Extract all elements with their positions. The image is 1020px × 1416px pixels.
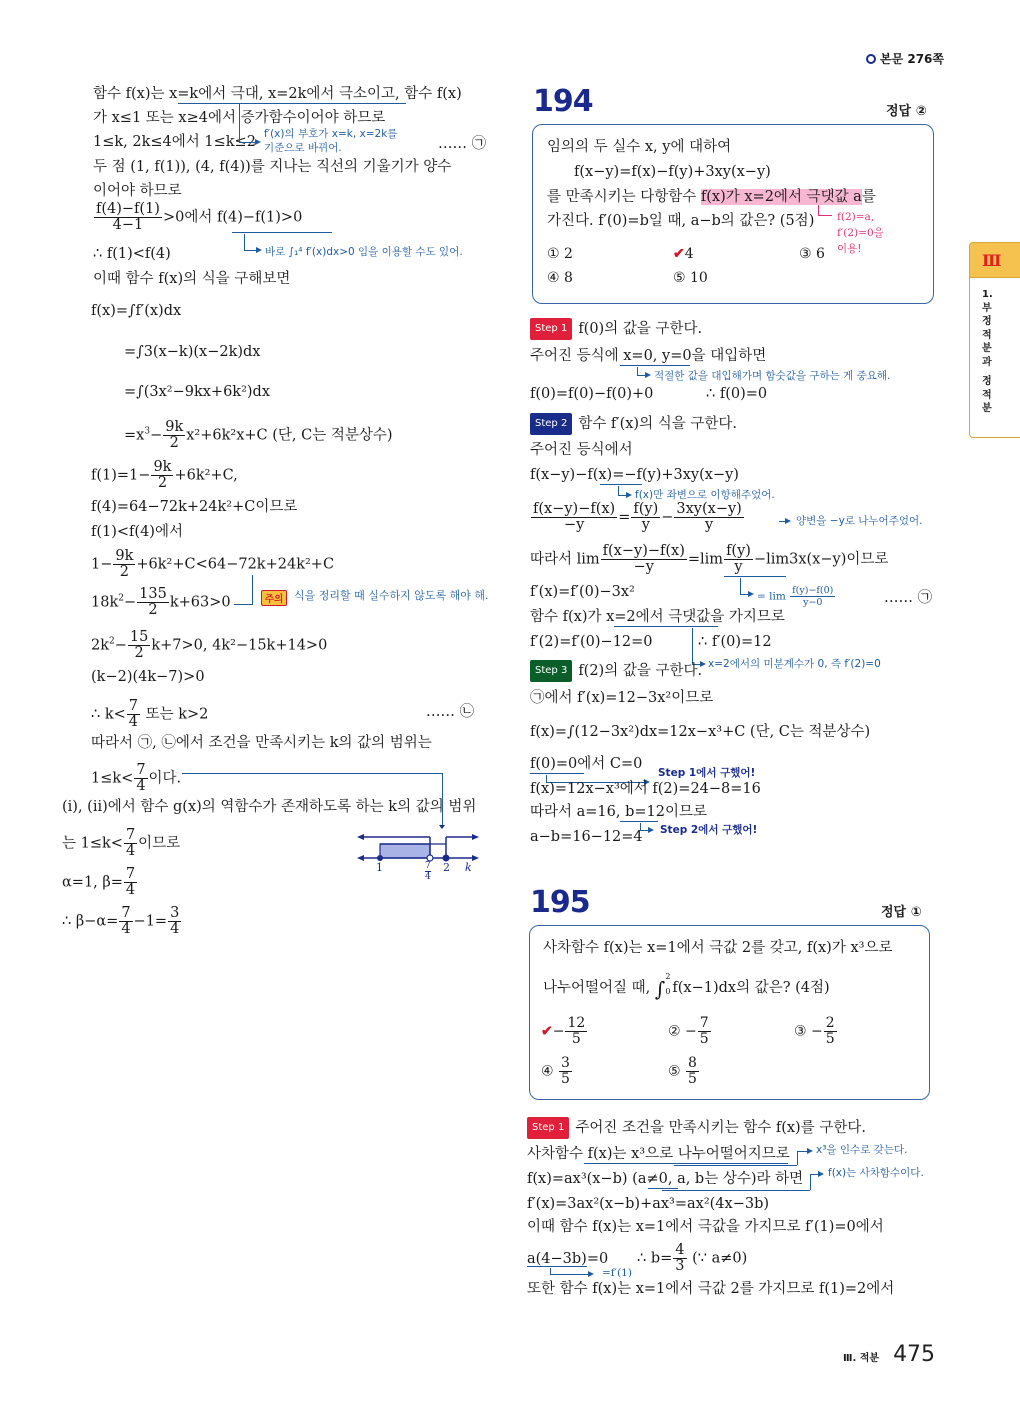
- axis-label: k: [465, 861, 472, 874]
- math-line: a(4−3b)=0: [527, 1251, 609, 1267]
- warning-badge: 주의: [261, 587, 287, 606]
- answer-label: 정답 ①: [881, 905, 922, 920]
- text-line: 함수 f(x)는 x=k에서 극대, x=2k에서 극소이고, 함수 f(x): [93, 86, 462, 102]
- annotation-note: f(x)는 사차함수이다.: [828, 1167, 924, 1179]
- question-text: 가진다. f′(0)=b일 때, a−b의 값은? (5점): [547, 213, 815, 229]
- math-line: ∴ k< $\frac{7}{4}$ 또는 k>2: [91, 698, 209, 730]
- math-line: f(x)=∫f′(x)dx: [91, 303, 182, 319]
- connector-line: [740, 578, 741, 594]
- arrow-icon: [807, 1148, 813, 1154]
- solution-line: 사차함수 f(x)는 x³으로 나누어떨어지므로: [527, 1146, 790, 1162]
- annotation-note: 바로 ∫₁⁴ f′(x)dx>0 임을 이용할 수도 있어.: [265, 246, 463, 258]
- connector-line: [810, 1174, 811, 1190]
- math-line: f′(x)=3ax²(x−b)+ax³=ax²(4x−3b): [527, 1196, 770, 1212]
- annotation-note: x³을 인수로 갖는다.: [816, 1144, 908, 1156]
- solution-line: 함수 f(x)가 x=2에서 극댓값을 가지므로: [530, 609, 785, 625]
- text-line: 이어야 하므로: [93, 183, 182, 199]
- math-line: f(1)<f(4)에서: [91, 524, 183, 540]
- connector-line: [637, 367, 638, 375]
- annotation-note: 양변을 −y로 나누어주었어.: [796, 515, 923, 527]
- step-3-heading: Step 3 f(2)의 값을 구한다.: [530, 660, 702, 682]
- page-number: 475: [893, 1342, 936, 1367]
- choice-3[interactable]: ③ − $\frac{2}{5}$: [794, 1015, 835, 1047]
- connector-line: [234, 604, 252, 605]
- connector-line: [818, 215, 832, 216]
- connector-line: [244, 234, 245, 251]
- math-line: f(0)=0에서 C=0: [530, 756, 643, 772]
- section-label: 1. 부 정 적 분 과 정 적 분: [969, 278, 1020, 438]
- underline: [620, 821, 658, 822]
- arrow-icon: [645, 372, 651, 378]
- solution-line: 이때 함수 f(x)는 x=1에서 극값을 가지므로 f′(1)=0에서: [527, 1219, 884, 1235]
- problem-number: 194: [533, 84, 593, 119]
- text-line: $\frac{f(4)-f(1)}{4-1}$ >0에서 f(4)−f(1)>0: [96, 201, 303, 233]
- underline: [724, 576, 786, 577]
- math-line: 1≤k< $\frac{7}{4}$ 이다.: [91, 762, 182, 794]
- arrow-icon: [255, 139, 261, 145]
- equation-mark: …… ㉠: [438, 136, 487, 152]
- math-line: $2k^2-$ $\frac{15}{2}$ k+7>0, 4k²−15k+14>0: [91, 629, 328, 661]
- underline: [527, 1266, 587, 1267]
- solution-line: f(x−y)−f(x)=−f(y)+3xy(x−y): [530, 467, 739, 483]
- connector-line: [618, 486, 619, 495]
- number-line-diagram: [355, 825, 485, 890]
- math-line: ∴ b= $\frac{4}{3}$ (∵ a≠0): [637, 1242, 748, 1274]
- text-line: 가 x≤1 또는 x≥4에서 증가함수이어야 하므로: [93, 110, 386, 126]
- math-line: 는 1≤k< $\frac{7}{4}$ 이므로: [62, 827, 181, 859]
- arrow-icon: [626, 492, 632, 498]
- problem-number: 195: [530, 885, 590, 920]
- side-note: f(2)=a,: [837, 211, 875, 223]
- tick-label: 2: [443, 861, 450, 874]
- question-text: 를 만족시키는 다항함수 f(x)가 x=2에서 극댓값 a를: [547, 189, 876, 205]
- connector-line: [239, 103, 240, 143]
- math-line: 1− $\frac{9k}{2}$ +6k²+C<64−72k+24k²+C: [91, 548, 335, 580]
- step-badge: Step 1: [527, 1117, 569, 1139]
- arrow-icon: [748, 591, 754, 597]
- connector-line: [252, 575, 253, 605]
- choice-4[interactable]: ④ $\frac{3}{5}$: [541, 1055, 570, 1087]
- tick-label: 7 4: [425, 861, 431, 882]
- arrow-icon: [256, 247, 262, 253]
- connector-line: [674, 1165, 797, 1166]
- tick-label: 1: [376, 861, 383, 874]
- text-line: 두 점 (1, f(1)), (4, f(4))를 지나는 직선의 기울기가 양수: [93, 159, 452, 175]
- chapter-side-tab[interactable]: [969, 242, 1020, 438]
- page-footer: [843, 1342, 935, 1367]
- underline: [530, 773, 584, 774]
- annotation-note: Step 2에서 구했어!: [660, 824, 758, 836]
- step-2-heading: Step 2 함수 f′(x)의 식을 구한다.: [530, 413, 737, 435]
- arrow-icon: [648, 827, 654, 833]
- math-line: f(x)=ax³(x−b) (a≠0, a, b는 상수)라 하면: [527, 1171, 804, 1187]
- page-reference: 본문 276쪽: [866, 50, 944, 67]
- underline: [178, 103, 406, 104]
- highlighted-condition: f(x)가 x=2에서 극댓값 a: [700, 189, 862, 205]
- arrow-icon: [818, 1171, 824, 1177]
- math-line: $18k^2-$ $\frac{135}{2}$ k+63>0: [91, 586, 231, 618]
- math-line: 따라서 lim $\frac{f(x-y)-f(x)}{-y}$ =lim $\frac{f(y)}{y}$ −lim3x(x−y)이므로: [530, 543, 889, 575]
- text-line: ∴ f(1)<f(4): [93, 246, 171, 262]
- check-mark-icon: ✔: [673, 246, 685, 262]
- math-line: $=x^3-$ $\frac{9k}{2}$ x²+6k²x+C (단, C는 적분상수): [124, 419, 393, 451]
- math-line: =∫(3x²−9kx+6k²)dx: [124, 384, 271, 400]
- solution-line: 주어진 등식에서: [530, 442, 633, 458]
- solution-line: 따라서 a=16, b=12이므로: [530, 804, 707, 820]
- step-badge: Step 1: [530, 318, 572, 340]
- math-line: =∫3(x−k)(x−2k)dx: [124, 344, 261, 360]
- step-badge: Step 3: [530, 660, 572, 682]
- connector-line: [182, 773, 442, 774]
- choice-2-checked[interactable]: ✔4: [673, 246, 694, 262]
- question-text: f(x−y)=f(x)−f(y)+3xy(x−y): [574, 164, 771, 180]
- question-text: 임의의 두 실수 x, y에 대하여: [547, 139, 732, 155]
- connector-line: [662, 1190, 810, 1191]
- annotation-note: x=2에서의 미분계수가 0, 즉 f′(2)=0: [708, 658, 881, 670]
- math-line: f′(2)=f′(0)−12=0: [530, 634, 653, 650]
- math-line: f(1)=1− $\frac{9k}{2}$ +6k²+C,: [91, 459, 238, 491]
- side-note: f′(2)=0을: [837, 227, 884, 239]
- math-line: f′(x)=f′(0)−3x²: [530, 584, 635, 600]
- text-line: 이때 함수 f(x)의 식을 구해보면: [93, 271, 291, 287]
- solution-line: 주어진 등식에 x=0, y=0을 대입하면: [530, 348, 767, 364]
- connector-line: [692, 628, 693, 664]
- step-badge: Step 2: [530, 413, 572, 435]
- text-line: 따라서 ㉠, ㉡에서 조건을 만족시키는 k의 값의 범위는: [91, 735, 432, 751]
- math-line: a−b=16−12=4: [530, 829, 643, 845]
- annotation-note: Step 1에서 구했어!: [658, 767, 756, 779]
- step-1-heading: Step 1 f(0)의 값을 구한다.: [530, 318, 702, 340]
- equation-mark: …… ㉡: [426, 704, 475, 720]
- annotation-note: f′(x)의 부호가 x=k, x=2k를: [264, 128, 398, 140]
- text-line: (i), (ii)에서 함수 g(x)의 역함수가 존재하도록 하는 k의 값의 범위: [62, 799, 477, 815]
- annotation-note: f(x)만 좌변으로 이항해주었어.: [635, 489, 775, 501]
- math-line: (k−2)(4k−7)>0: [91, 669, 205, 685]
- math-line: ∴ β−α= $\frac{7}{4}$ −1= $\frac{3}{4}$: [62, 905, 180, 937]
- connector-line: [797, 1151, 798, 1165]
- side-note: 이용!: [837, 243, 862, 255]
- choice-5[interactable]: ⑤ $\frac{8}{5}$: [668, 1055, 697, 1087]
- connector-line: [779, 521, 787, 522]
- underline: [600, 484, 642, 485]
- question-text: 나누어떨어질 때, ∫ 2 0 f(x−1)dx의 값은? (4점): [543, 972, 830, 1001]
- annotation-note: =f′(1): [602, 1267, 632, 1279]
- step-1-heading: Step 1 주어진 조건을 만족시키는 함수 f(x)를 구한다.: [527, 1117, 866, 1139]
- underline: [584, 1163, 788, 1164]
- connector-line: [550, 1274, 590, 1275]
- circle-bullet-icon: [866, 54, 876, 64]
- equation-mark: …… ㉠: [884, 590, 933, 606]
- math-line: $\frac{f(x-y)-f(x)}{-y}$ = $\frac{f(y)}{y}$ − $\frac{3xy(x-y)}{y}$: [533, 501, 742, 533]
- solution-line: ∴ f(0)=0: [706, 386, 768, 402]
- math-line: f(x)=12x−x³에서 f(2)=24−8=16: [530, 781, 761, 797]
- warning-note: 식을 정리할 때 실수하지 않도록 해야 해.: [294, 589, 489, 602]
- connector-line: [818, 205, 819, 215]
- solution-line: ㉠에서 f′(x)=12−3x²이므로: [530, 690, 714, 706]
- check-mark-icon: ✔: [541, 1023, 553, 1040]
- math-line: f(x)=∫(12−3x²)dx=12x−x³+C (단, C는 적분상수): [530, 724, 871, 740]
- choice-3[interactable]: ③ 6: [799, 246, 825, 262]
- arrow-icon: [588, 1271, 594, 1277]
- choice-1-checked[interactable]: ✔− $\frac{12}{5}$: [541, 1015, 586, 1047]
- math-line: f(4)=64−72k+24k²+C이므로: [91, 499, 298, 515]
- solution-line: 또한 함수 f(x)는 x=1에서 극값 2를 가지므로 f(1)=2에서: [527, 1281, 895, 1297]
- text-line: 1≤k, 2k≤4에서 1≤k≤2: [93, 134, 256, 150]
- choice-4[interactable]: ④ 8: [547, 270, 573, 286]
- underline: [648, 1188, 678, 1189]
- chapter-label: Ⅲ. 적분: [843, 1353, 880, 1364]
- underline: [620, 365, 690, 366]
- annotation-note: = lim $\frac{f(y)-f(0)}{y-0}$: [757, 585, 834, 608]
- choice-1[interactable]: ① 2: [547, 246, 573, 262]
- underline: [232, 232, 332, 233]
- annotation-note: 기준으로 바뀌어.: [264, 142, 342, 154]
- solution-line: f(0)=f(0)−f(0)+0: [530, 386, 654, 402]
- underline: [614, 626, 718, 627]
- math-line: α=1, β= $\frac{7}{4}$: [62, 866, 136, 898]
- math-line: ∴ f′(0)=12: [698, 634, 772, 650]
- choice-5[interactable]: ⑤ 10: [673, 270, 708, 286]
- annotation-note: 적절한 값을 대입해가며 함숫값을 구하는 게 중요해.: [654, 370, 891, 382]
- answer-label: 정답 ②: [886, 104, 927, 119]
- choice-2[interactable]: ② − $\frac{7}{5}$: [668, 1015, 709, 1047]
- chapter-numeral: Ⅲ: [969, 242, 1020, 278]
- question-text: 사차함수 f(x)는 x=1에서 극값 2를 갖고, f(x)가 x³으로: [543, 940, 893, 956]
